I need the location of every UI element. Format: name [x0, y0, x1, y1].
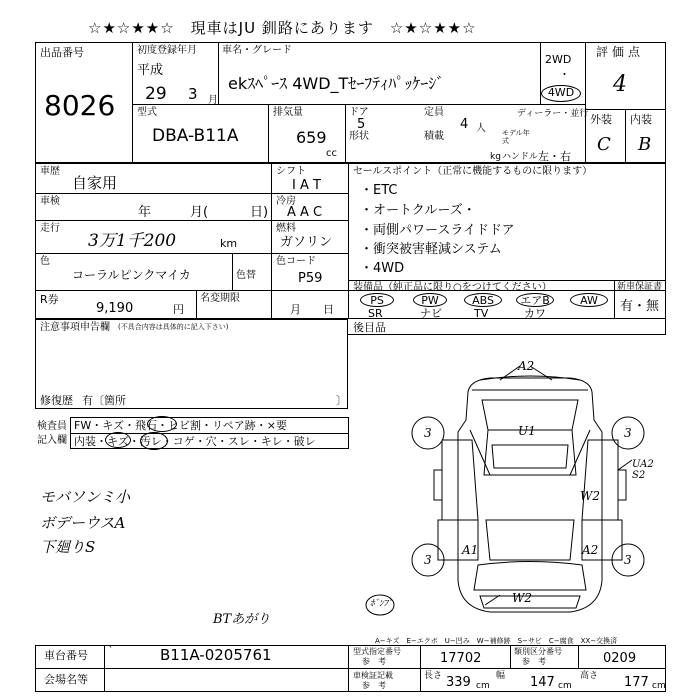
- repair-value: 有〔箇所: [82, 394, 126, 407]
- first-reg-label: 初度登録年月: [137, 45, 197, 56]
- shift-label: シフト: [276, 166, 306, 177]
- mileage-unit: km: [220, 237, 238, 250]
- recycle-label: R券: [40, 293, 59, 306]
- handwritten-note-1: モバソンミ小: [40, 488, 131, 506]
- handle-label: ハンドル: [502, 152, 539, 162]
- doors-value: 5: [357, 117, 366, 132]
- length-unit: cm: [476, 681, 490, 691]
- selling-point-item: ・両側パワースライドドア: [360, 223, 515, 238]
- chassis-tick: `: [108, 644, 114, 657]
- type-designation-value: 17702: [440, 651, 482, 666]
- recycle-unit: 円: [173, 303, 184, 316]
- history-label: 車歴: [40, 166, 60, 177]
- ac-value: A A C: [287, 205, 323, 220]
- handle-value: 左・右: [538, 150, 571, 163]
- recycle-value: 9,190: [96, 301, 134, 316]
- displacement-label: 排気量: [273, 107, 303, 118]
- dealer-label: ディーラー・並行: [517, 109, 589, 119]
- handwritten-note-4: BTあがり: [213, 612, 271, 627]
- type-designation-label: 型式指定番号: [353, 647, 401, 656]
- first-reg-month-unit: 月: [208, 95, 218, 106]
- damage-right-mid: W2: [580, 489, 600, 503]
- height-unit: cm: [652, 681, 666, 691]
- inspection-year: 年: [138, 205, 152, 220]
- equip-leather: カワ: [524, 307, 546, 320]
- handwritten-note-2: ボデーウスA: [40, 514, 126, 532]
- drive-2wd: 2WD: [545, 53, 572, 66]
- grade-label: 評価点: [596, 45, 645, 59]
- doors-label: ドア: [349, 107, 369, 118]
- width-unit: cm: [558, 681, 572, 691]
- displacement-unit: cc: [326, 148, 337, 159]
- venue-label: 会場名等: [44, 673, 88, 686]
- inspector-row-1: FW・キズ・飛石・ヒビ割・リペア跡・×要: [74, 419, 287, 432]
- equip-abs-circled: ABS: [464, 293, 502, 307]
- equip-navi: ナビ: [420, 307, 442, 320]
- notes-sub: (不具合内容は具体的に記入下さい): [118, 323, 229, 331]
- inspection-month: 月(: [190, 205, 209, 220]
- model-code: DBA-B11A: [152, 126, 239, 146]
- interior-label: 内装: [630, 113, 652, 126]
- tire-mark: 3: [424, 426, 432, 440]
- height-label: 高さ: [580, 671, 599, 681]
- grade-value: 4: [613, 72, 627, 97]
- lot-number: 8026: [44, 89, 116, 122]
- inspection-cert-label: 車検証記載: [353, 671, 393, 680]
- damage-front: A2: [518, 359, 535, 373]
- inspector-row-2: 内装・キズ・汚レ・コゲ・穴・スレ・キレ・破レ: [74, 435, 316, 448]
- reference-label: 参 考: [362, 657, 386, 666]
- model-name-label: 車名・グレード: [222, 45, 292, 56]
- capacity-label: 定員: [424, 107, 444, 118]
- drive-4wd-circled: 4WD: [541, 85, 581, 102]
- repair-close: 〕: [336, 394, 347, 407]
- color-swap-label: 色替: [236, 270, 256, 281]
- drive-dot: ・: [559, 68, 570, 81]
- damage-right-side: UA2 S2: [632, 459, 654, 481]
- fuel-label: 燃料: [276, 223, 296, 234]
- length-value: 339: [446, 675, 471, 690]
- warranty-label: 新車保証書: [617, 282, 663, 292]
- selling-points-label: セールスポイント（正常に機能するものに限ります）: [353, 166, 593, 177]
- tire-mark: 3: [424, 553, 432, 567]
- equip-ps-circled: PS: [360, 293, 394, 307]
- repair-label: 修復歴: [40, 394, 73, 407]
- model-year-label: モデル年式: [502, 129, 530, 145]
- width-label: 幅: [496, 671, 506, 681]
- width-value: 147: [530, 675, 555, 690]
- damage-rear: W2: [512, 591, 532, 605]
- selling-point-item: ・ETC: [360, 183, 398, 198]
- equip-airbag-circled: エアB: [516, 293, 554, 307]
- length-label: 長さ: [424, 671, 443, 681]
- color-label: 色: [40, 256, 50, 267]
- inspector-label-2: 記入欄: [37, 435, 67, 446]
- interior-grade: B: [638, 134, 652, 155]
- color-code-value: P59: [298, 271, 323, 286]
- shape-label: 形状: [349, 131, 369, 142]
- damage-roof: U1: [518, 424, 536, 438]
- shift-value: I A T: [292, 178, 321, 193]
- equip-pw-circled: PW: [413, 293, 447, 307]
- first-reg-era: 平成: [137, 63, 164, 78]
- first-reg-year: 29: [145, 84, 167, 104]
- equip-tv: TV: [474, 307, 489, 320]
- tire-mark: 3: [624, 553, 632, 567]
- inspector-label-1: 検査員: [37, 421, 67, 432]
- tire-mark: 3: [624, 426, 632, 440]
- back-label: 後目品: [353, 321, 386, 334]
- capacity-unit: 人: [476, 123, 486, 134]
- damage-legend: A−キズ E−エクボ U−凹み W−補修跡 S−サビ C−腐食 XX−交換済: [375, 637, 618, 645]
- name-change-label: 名変期限: [200, 293, 240, 304]
- chassis-label: 車台番号: [44, 649, 88, 662]
- class-number-value: 0209: [603, 651, 637, 666]
- displacement: 659: [296, 128, 327, 147]
- color-code-label: 色コード: [276, 256, 316, 267]
- header-banner: ☆★☆★★☆ 現車はJU 釧路にあります ☆★☆★★☆: [88, 19, 477, 37]
- chassis-number: B11A-0205761: [160, 646, 272, 664]
- damage-left-lower: A1: [462, 543, 479, 557]
- equipment-label: 装備品（純正品に限り○をつけてください）: [353, 282, 552, 293]
- class-number-label: 類別区分番号: [514, 647, 562, 656]
- lot-label: 出品番号: [40, 46, 84, 59]
- equip-aw: AW: [570, 293, 608, 307]
- model-name: ekｽﾍﾟｰｽ 4WD_Tｾｰﾌﾃｨﾊﾟｯｹｰｼﾞ: [228, 74, 445, 93]
- history-value: 自家用: [72, 174, 118, 192]
- selling-point-item: ・オートクルーズ・: [360, 203, 476, 218]
- name-change-unit: 月 日: [290, 303, 334, 316]
- fuel-value: ガソリン: [280, 235, 333, 250]
- color-value: コーラルピンクマイカ: [72, 268, 191, 282]
- inspection-day: 日): [250, 205, 269, 220]
- ac-label: 冷房: [276, 196, 296, 207]
- reference-label: 参 考: [362, 681, 386, 690]
- selling-point-item: ・衝突被害軽減システム: [360, 242, 502, 257]
- load-label: 積載: [424, 131, 444, 142]
- selling-point-item: ・4WD: [360, 261, 405, 276]
- inspection-label: 車検: [40, 196, 60, 207]
- mileage-value: 3万1千200: [88, 231, 177, 251]
- load-unit: kg: [490, 152, 501, 162]
- capacity-value: 4: [460, 117, 469, 132]
- height-value: 177: [624, 675, 649, 690]
- model-code-label: 型式: [137, 107, 157, 118]
- notes-label: 注意事項申告欄: [40, 322, 110, 333]
- handwritten-note-3: 下廻りS: [40, 538, 96, 556]
- reference-label: 参 考: [522, 657, 546, 666]
- damage-right-lower: A2: [582, 543, 599, 557]
- bumper-note: ﾎﾞﾝﾌﾟ: [370, 599, 393, 609]
- warranty-value: 有・無: [620, 299, 660, 314]
- exterior-grade: C: [597, 134, 611, 155]
- first-reg-month: 3: [188, 85, 198, 103]
- equip-sr: SR: [368, 307, 383, 320]
- mileage-label: 走行: [40, 223, 60, 234]
- exterior-label: 外装: [590, 113, 612, 126]
